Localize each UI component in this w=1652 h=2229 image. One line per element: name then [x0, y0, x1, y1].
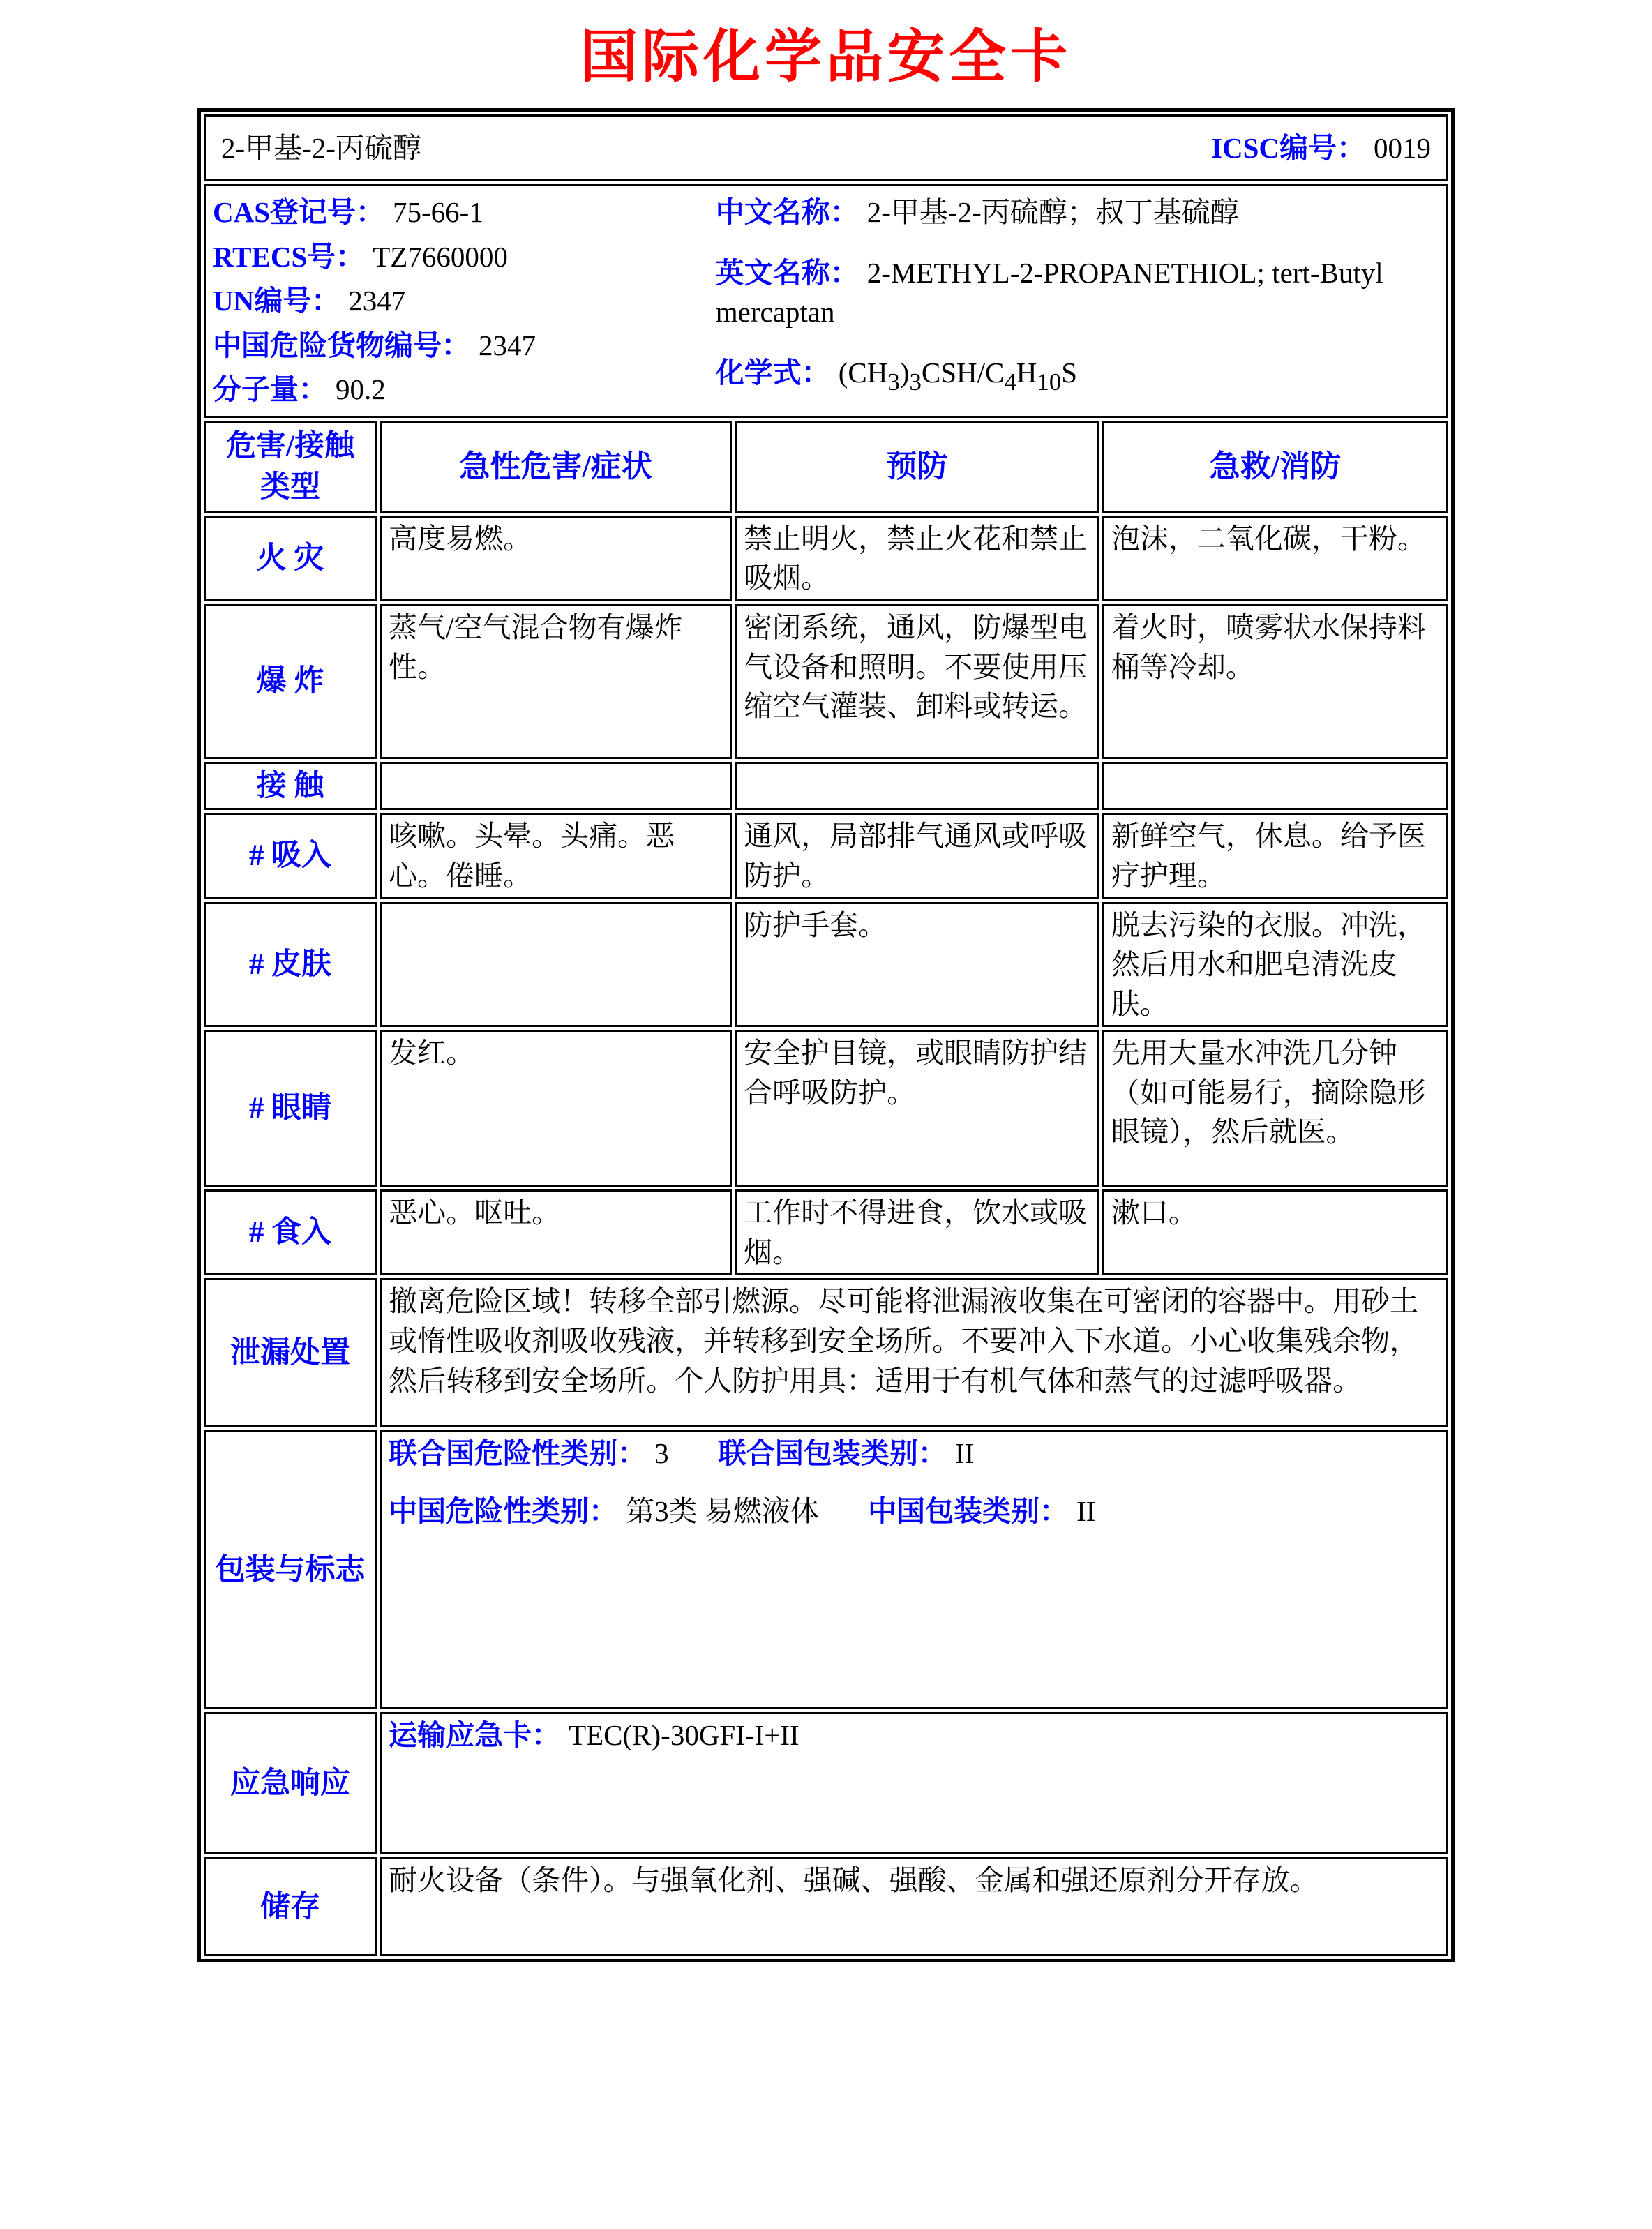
skin-firstaid-cell: 脱去污染的衣服。冲洗，然后用水和肥皂清洗皮肤。 — [1102, 902, 1448, 1028]
storage-label: 储存 — [204, 1857, 377, 1956]
row-spill-disposal — [204, 1278, 1448, 1427]
row-explosion — [204, 604, 1448, 759]
china-hazard-class: 中国危险性类别： 第3类 易燃液体 — [389, 1495, 819, 1527]
spill-label: 泄漏处置 — [204, 1278, 377, 1427]
un-packing-group: 联合国包装类别： II — [717, 1437, 975, 1470]
rtecs-number: RTECS号： TZ7660000 — [213, 240, 508, 273]
packaging-content-cell — [380, 1430, 1448, 1709]
inhalation-symptoms-cell: 咳嗽。头晕。头痛。恶心。倦睡。 — [380, 813, 732, 899]
contact-label: 接 触 — [204, 762, 377, 810]
chemical-formula: 化学式： $(CH_3)_3CSH/C_4H_{10}S$ — [715, 356, 1078, 396]
china-classification-line — [389, 1492, 1439, 1531]
identifiers-right-column — [716, 188, 1439, 414]
ingestion-prevention-cell: 工作时不得进食，饮水或吸烟。 — [735, 1189, 1099, 1275]
english-name: 英文名称： 2-METHYL-2-PROPANETHIOL; tert-Butyl mercaptan — [715, 256, 1383, 329]
identifiers-left-column — [213, 188, 716, 414]
un-number: UN编号： 2347 — [213, 285, 406, 317]
fire-symptoms-cell: 高度易燃。 — [380, 516, 732, 601]
row-packaging-labelling — [204, 1430, 1448, 1709]
icsc-number-value: 0019 — [1374, 131, 1431, 164]
header-hazard-type: 危害/接触 类型 — [204, 421, 377, 513]
row-skin — [204, 902, 1448, 1028]
safety-card — [197, 108, 1455, 1962]
transport-emergency-card: 运输应急卡： TEC(R)-30GFI-I+II — [389, 1719, 799, 1752]
icsc-number — [1211, 128, 1431, 168]
packaging-label: 包装与标志 — [204, 1430, 377, 1709]
storage-text-cell: 耐火设备（条件）。与强氧化剂、强碱、强酸、金属和强还原剂分开存放。 — [380, 1857, 1448, 1956]
un-hazard-class: 联合国危险性类别： 3 — [389, 1437, 669, 1470]
eyes-prevention-cell: 安全护目镜，或眼睛防护结合呼吸防护。 — [735, 1030, 1099, 1187]
header-prevention: 预防 — [735, 421, 1099, 513]
contact-symptoms-cell — [380, 762, 732, 810]
fire-prevention-cell: 禁止明火，禁止火花和禁止吸烟。 — [735, 516, 1099, 601]
safety-card-table — [201, 112, 1451, 1959]
contact-prevention-cell — [735, 762, 1099, 810]
china-dangerous-goods-number: 中国危险货物编号： 2347 — [213, 329, 536, 361]
icsc-document-page — [0, 11, 1652, 1962]
un-classification-line — [389, 1434, 1439, 1473]
explosion-prevention-cell: 密闭系统，通风，防爆型电气设备和照明。不要使用压缩空气灌装、卸料或转运。 — [735, 604, 1099, 759]
row-ingestion — [204, 1189, 1448, 1275]
row-eyes — [204, 1030, 1448, 1187]
spill-text-cell: 撤离危险区域！转移全部引燃源。尽可能将泄漏液收集在可密闭的容器中。用砂土或惰性吸收剂吸收残液，并转移到安全场所。不要冲入下水道。小心收集残余物，然后转移到安全场所。个人防护用具：适用于有机气体和蒸气的过滤呼吸器。 — [380, 1278, 1448, 1427]
page-title: 国际化学品安全卡 — [580, 25, 1072, 89]
emergency-content-cell — [380, 1712, 1448, 1854]
inhalation-label: # 吸入 — [204, 813, 377, 899]
contact-firstaid-cell — [1102, 762, 1448, 810]
header-first-aid: 急救/消防 — [1102, 421, 1448, 513]
eyes-symptoms-cell: 发红。 — [380, 1030, 732, 1187]
hazard-header-row — [204, 421, 1448, 513]
chinese-name: 中文名称： 2-甲基-2-丙硫醇；叔丁基硫醇 — [715, 196, 1239, 228]
ingestion-symptoms-cell: 恶心。呕吐。 — [380, 1189, 732, 1275]
molecular-weight: 分子量： 90.2 — [213, 373, 386, 406]
eyes-label: # 眼睛 — [204, 1030, 377, 1187]
explosion-symptoms-cell: 蒸气/空气混合物有爆炸性。 — [380, 604, 732, 759]
skin-label: # 皮肤 — [204, 902, 377, 1028]
ingestion-firstaid-cell: 漱口。 — [1102, 1189, 1448, 1275]
explosion-firstaid-cell: 着火时，喷雾状水保持料桶等冷却。 — [1102, 604, 1448, 759]
emergency-label: 应急响应 — [204, 1712, 377, 1854]
name-row-cell — [204, 114, 1448, 181]
row-inhalation — [204, 813, 1448, 899]
china-packing-group: 中国包装类别： II — [868, 1495, 1096, 1527]
fire-firstaid-cell: 泡沫，二氧化碳，干粉。 — [1102, 516, 1448, 601]
skin-prevention-cell: 防护手套。 — [735, 902, 1099, 1028]
row-fire — [204, 516, 1448, 601]
skin-symptoms-cell — [380, 902, 732, 1028]
ingestion-label: # 食入 — [204, 1189, 377, 1275]
fire-label: 火 灾 — [204, 516, 377, 601]
header-acute-hazards: 急性危害/症状 — [380, 421, 732, 513]
eyes-firstaid-cell: 先用大量水冲洗几分钟（如可能易行，摘除隐形眼镜），然后就医。 — [1102, 1030, 1448, 1187]
identifiers-row — [204, 184, 1448, 418]
row-storage — [204, 1857, 1448, 1956]
cas-number: CAS登记号： 75-66-1 — [213, 196, 483, 228]
icsc-number-label: ICSC编号： — [1211, 131, 1365, 164]
explosion-label: 爆 炸 — [204, 604, 377, 759]
chemical-name: 2-甲基-2-丙硫醇 — [221, 131, 421, 164]
identifiers-cell — [204, 184, 1448, 418]
inhalation-firstaid-cell: 新鲜空气，休息。给予医疗护理。 — [1102, 813, 1448, 899]
row-contact — [204, 762, 1448, 810]
name-row — [204, 114, 1448, 181]
row-emergency-response — [204, 1712, 1448, 1854]
inhalation-prevention-cell: 通风，局部排气通风或呼吸防护。 — [735, 813, 1099, 899]
